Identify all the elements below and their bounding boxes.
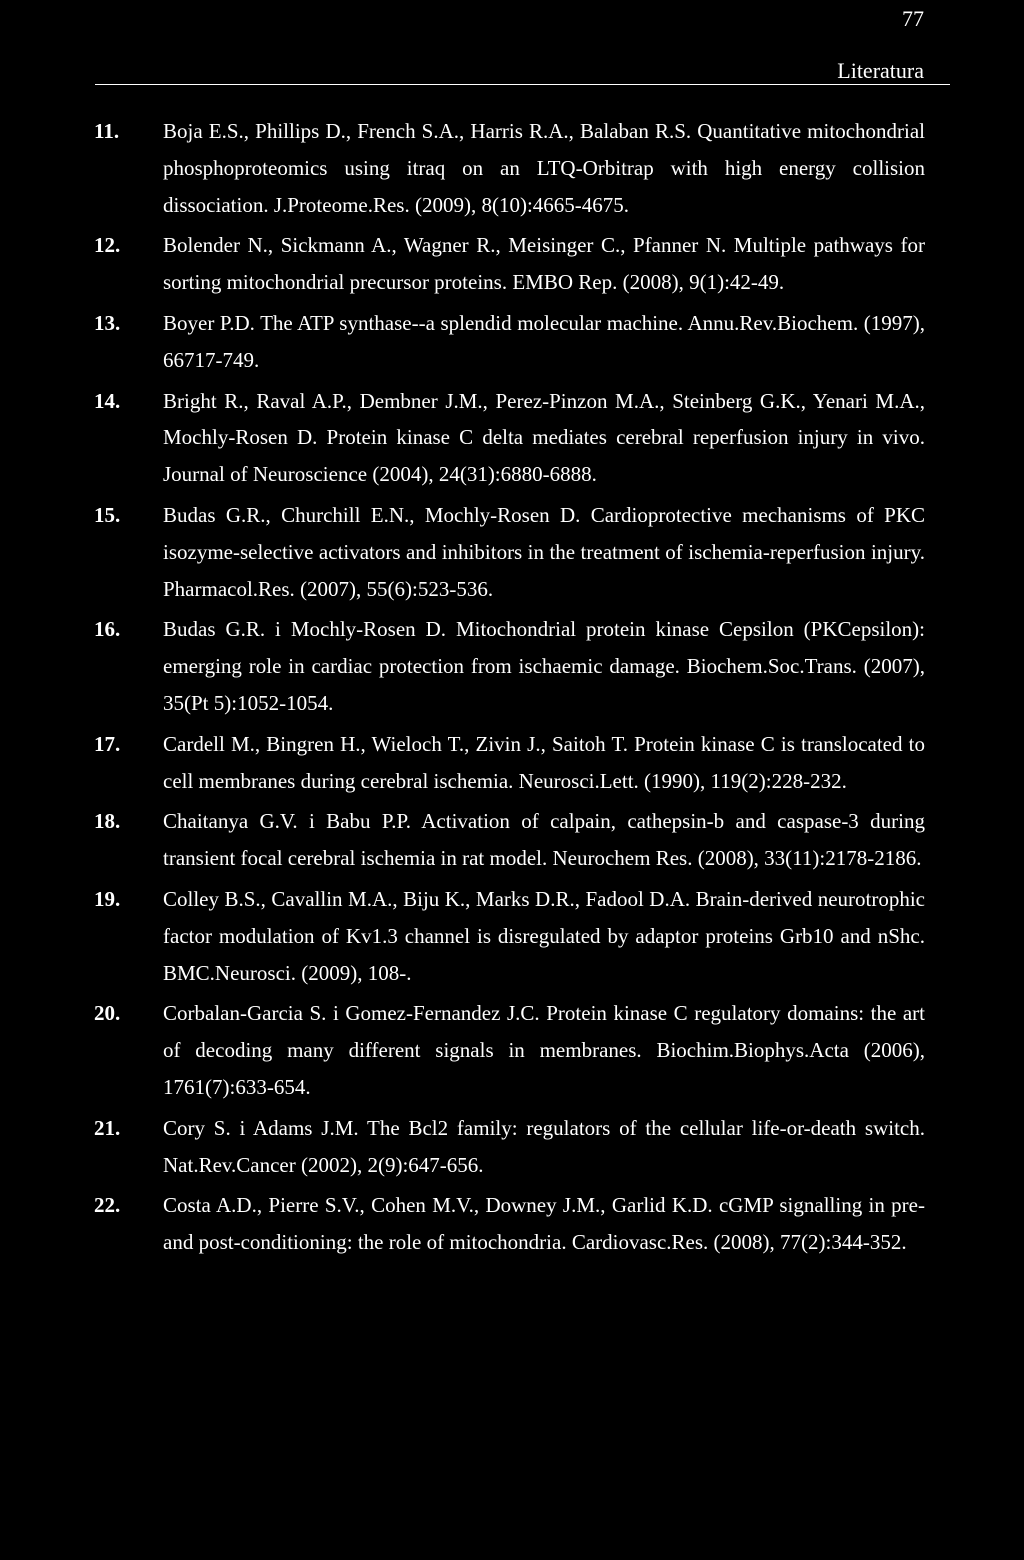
reference-item (0, 113, 925, 223)
reference-number: 16. (94, 617, 121, 642)
reference-item (0, 726, 925, 800)
reference-text: Colley B.S., Cavallin M.A., Biju K., Marks D.R., Fadool D.A. Brain-derived neurotrophic factor modulation of Kv1.3 channel is disregulated by adaptor proteins Grb10 and nShc. BMC.Neurosci. (2009), 108-. (163, 886, 925, 985)
reference-number: 11. (94, 119, 120, 143)
header-rule (95, 84, 950, 85)
reference-text: Costa A.D., Pierre S.V., Cohen M.V., Downey J.M., Garlid K.D. cGMP signalling in pre- and post-conditioning: the role of mitochondria. Cardiovasc.Res. (2008), 77(2):344-352. (163, 1193, 925, 1255)
reference-text: Cardell M., Bingren H., Wieloch T., Zivin J., Saitoh T. Protein kinase C is translocated to cell membranes during cerebral ischemia. Neurosci.Lett. (1990), 119(2):228-232. (163, 731, 925, 793)
reference-item (0, 383, 925, 493)
reference-text: Bright R., Raval A.P., Dembner J.M., Perez-Pinzon M.A., Steinberg G.K., Yenari M.A., Mochly-Rosen D. Protein kinase C delta mediates cerebral reperfusion injury in vivo. Journal of Neuroscience (2004), 24(31):6880-6888. (163, 388, 925, 487)
reference-text: Chaitanya G.V. i Babu P.P. Activation of calpain, cathepsin-b and caspase-3 during transient focal cerebral ischemia in rat model. Neurochem Res. (2008), 33(11):2178-2186. (163, 809, 925, 871)
reference-item (0, 1187, 925, 1261)
reference-number: 19. (94, 886, 121, 911)
reference-number: 12. (94, 233, 121, 258)
reference-text: Bolender N., Sickmann A., Wagner R., Meisinger C., Pfanner N. Multiple pathways for sorting mitochondrial precursor proteins. EMBO Rep. (2008), 9(1):42-49. (163, 233, 925, 295)
reference-text: Budas G.R., Churchill E.N., Mochly-Rosen D. Cardioprotective mechanisms of PKC isozyme-selective activators and inhibitors in the treatment of ischemia-reperfusion injury. Pharmacol.Res. (2007), 55(6):523-536. (163, 502, 925, 601)
reference-number: 21. (94, 1115, 121, 1140)
reference-item (0, 881, 925, 991)
reference-item (0, 227, 925, 301)
reference-text: Budas G.R. i Mochly-Rosen D. Mitochondrial protein kinase Cepsilon (PKCepsilon): emerging role in cardiac protection from ischaemic damage. Biochem.Soc.Trans. (2007), 35(Pt 5):1052-1054. (163, 617, 925, 715)
reference-item (0, 497, 925, 607)
reference-item (0, 803, 925, 877)
reference-text: Boyer P.D. The ATP synthase--a splendid molecular machine. Annu.Rev.Biochem. (1997), 66717-749. (163, 310, 925, 372)
reference-number: 14. (94, 388, 121, 413)
reference-number: 17. (94, 731, 121, 756)
running-head: Literatura (837, 58, 924, 83)
reference-text: Boja E.S., Phillips D., French S.A., Harris R.A., Balaban R.S. Quantitative mitochondrial phosphoproteomics using itraq on an LTQ-Orbitrap with high energy collision dissociation. J.Proteome.Res. (2009), 8(10):4665-4675. (163, 119, 925, 217)
reference-number: 22. (94, 1193, 121, 1218)
reference-item (0, 305, 925, 379)
reference-text: Corbalan-Garcia S. i Gomez-Fernandez J.C. Protein kinase C regulatory domains: the art of decoding many different signals in membranes. Biochim.Biophys.Acta (2006), 1761(7):633-654. (163, 1001, 925, 1099)
page-number: 77 (902, 6, 924, 31)
reference-number: 20. (94, 1001, 121, 1026)
reference-item (0, 995, 925, 1105)
reference-item (0, 1110, 925, 1184)
reference-number: 15. (94, 502, 121, 527)
reference-number: 18. (94, 809, 121, 834)
reference-number: 13. (94, 310, 121, 335)
reference-text: Cory S. i Adams J.M. The Bcl2 family: regulators of the cellular life-or-death switch. Nat.Rev.Cancer (2002), 2(9):647-656. (163, 1115, 925, 1177)
reference-item (0, 611, 925, 721)
reference-list (0, 113, 1024, 1265)
